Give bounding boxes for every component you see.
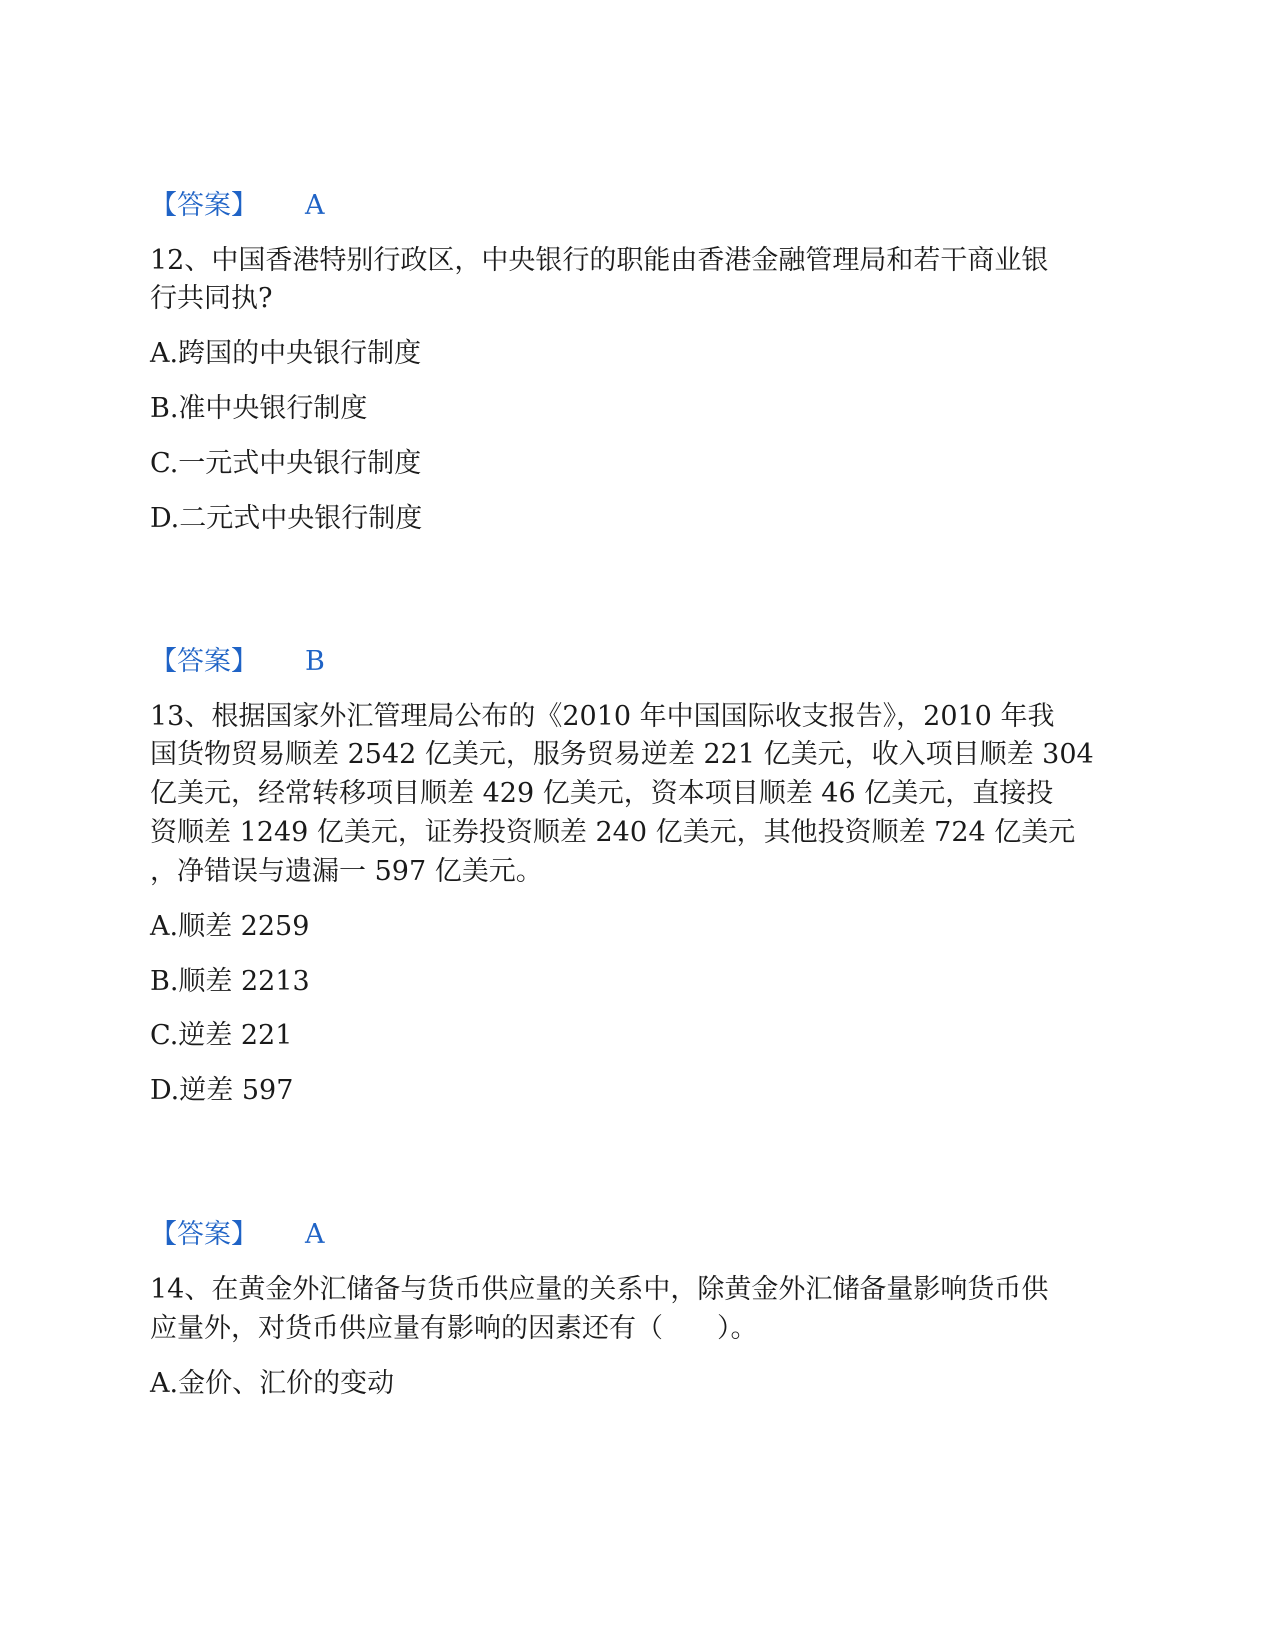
- question-14-stem-line: 应量外，对货币供应量有影响的因素还有（ ）。: [150, 1313, 758, 1344]
- question-13-option-a: A.顺差 2259: [150, 911, 310, 942]
- question-14-option-a: A.金价、汇价的变动: [150, 1368, 395, 1399]
- question-12-option-b: B.准中央银行制度: [150, 393, 368, 424]
- question-12-stem-line: 12、中国香港特别行政区，中央银行的职能由香港金融管理局和若干商业银: [150, 245, 1049, 276]
- question-12-stem-line: 行共同执?: [150, 283, 273, 314]
- answer-label: 【答案】: [150, 1219, 258, 1250]
- answer-line-q11: [150, 190, 325, 222]
- question-13-stem-line: ，净错误与遗漏一 597 亿美元。: [150, 856, 543, 887]
- answer-label: 【答案】: [150, 190, 258, 221]
- answer-line-q12: [150, 646, 325, 678]
- answer-value: A: [305, 190, 325, 221]
- question-14-stem-line: 14、在黄金外汇储备与货币供应量的关系中，除黄金外汇储备量影响货币供: [150, 1274, 1049, 1305]
- question-13-option-c: C.逆差 221: [150, 1020, 293, 1051]
- question-13-stem-line: 国货物贸易顺差 2542 亿美元，服务贸易逆差 221 亿美元，收入项目顺差 304: [150, 739, 1094, 770]
- answer-line-q13: [150, 1219, 325, 1251]
- question-13-option-b: B.顺差 2213: [150, 966, 310, 997]
- question-13-stem-line: 13、根据国家外汇管理局公布的《2010 年中国国际收支报告》，2010 年我: [150, 701, 1055, 732]
- answer-label: 【答案】: [150, 646, 258, 677]
- question-12-option-c: C.一元式中央银行制度: [150, 448, 422, 479]
- question-13-stem-line: 资顺差 1249 亿美元，证券投资顺差 240 亿美元，其他投资顺差 724 亿美元: [150, 817, 1076, 848]
- question-12-option-a: A.跨国的中央银行制度: [150, 338, 422, 369]
- question-13-stem-line: 亿美元，经常转移项目顺差 429 亿美元，资本项目顺差 46 亿美元，直接投: [150, 778, 1054, 809]
- answer-value: B: [305, 646, 325, 677]
- question-12-option-d: D.二元式中央银行制度: [150, 503, 423, 534]
- question-13-option-d: D.逆差 597: [150, 1075, 294, 1106]
- answer-value: A: [305, 1219, 325, 1250]
